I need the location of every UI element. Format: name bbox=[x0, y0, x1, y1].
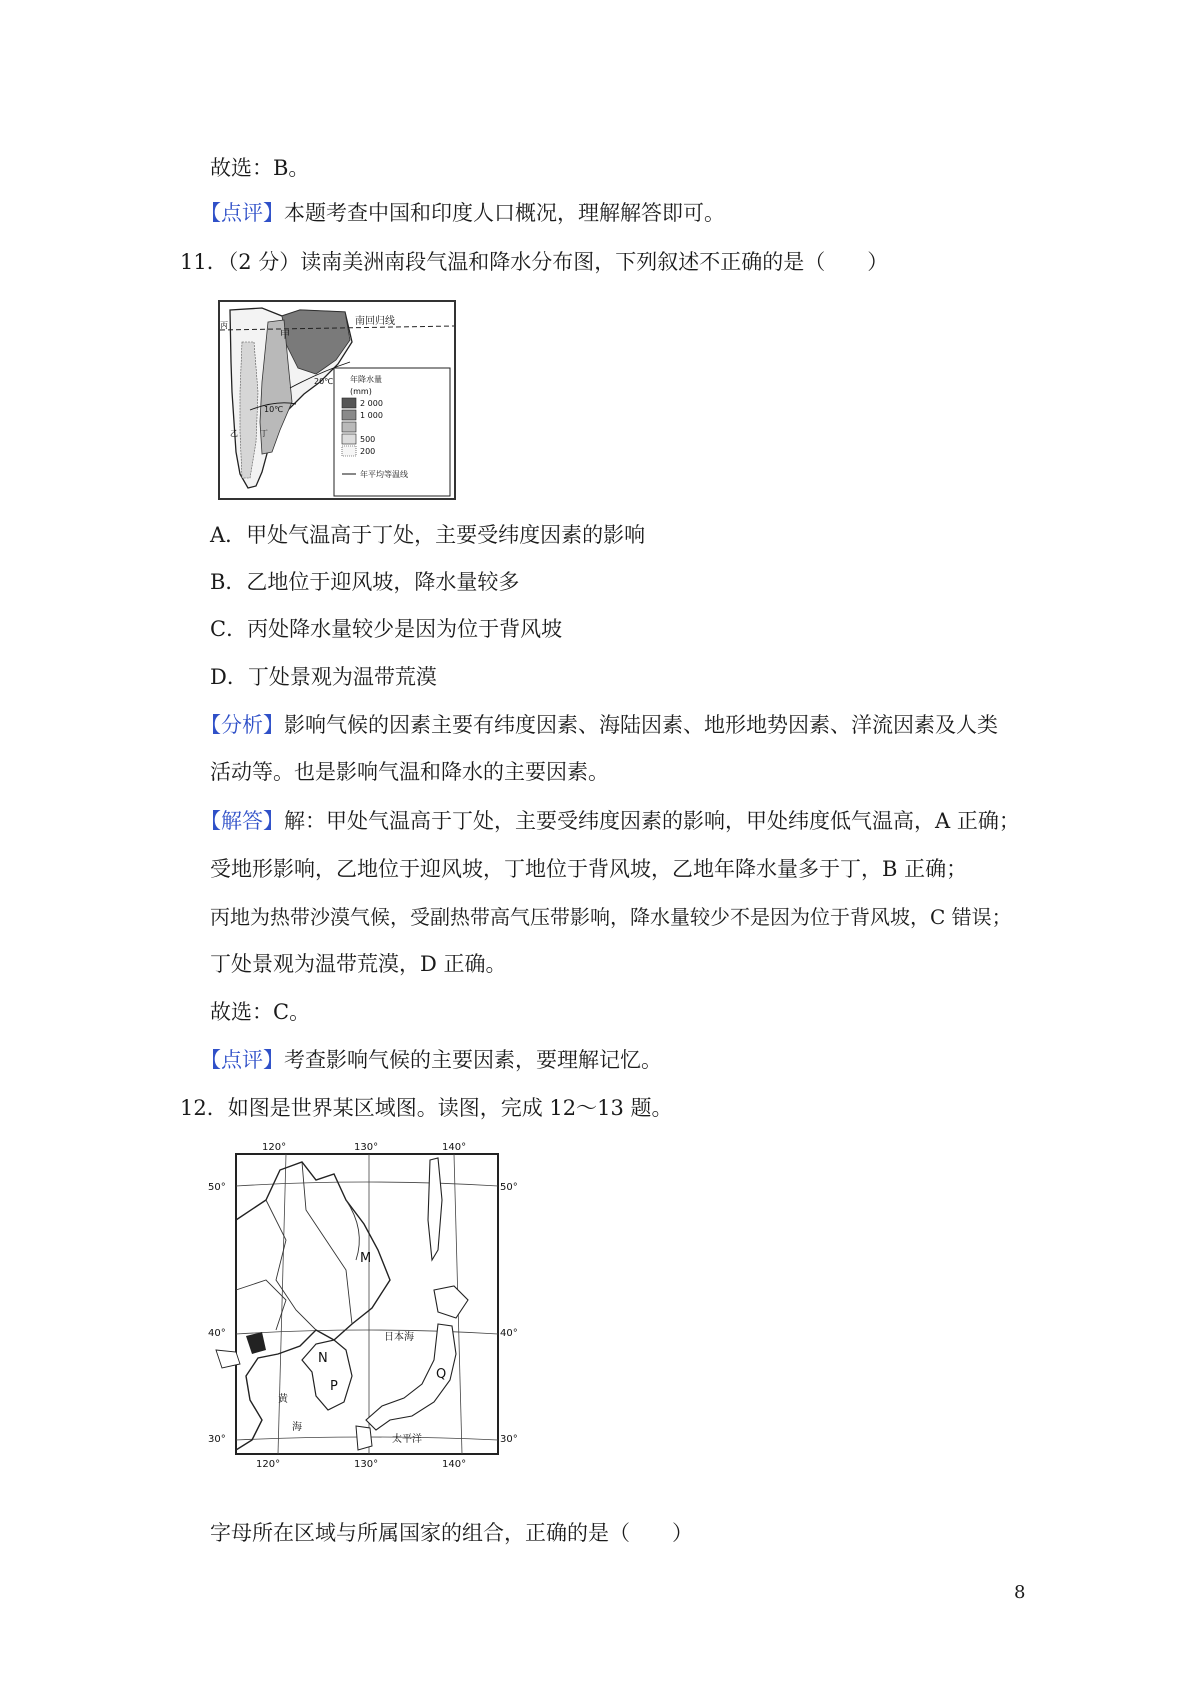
lat-left-40: 40° bbox=[208, 1328, 226, 1339]
legend-swatch-2 bbox=[342, 410, 356, 420]
solution-line-1 bbox=[200, 806, 1020, 836]
comment-line-10 bbox=[200, 198, 725, 228]
answer-line-11: 故选：C。 bbox=[210, 1000, 311, 1024]
label-jia: 甲 bbox=[280, 330, 290, 341]
solution-text-1: 解：甲处气温高于丁处，主要受纬度因素的影响，甲处纬度低气温高，A 正确； bbox=[284, 809, 1020, 833]
solution-line-2: 受地形影响，乙地位于迎风坡，丁地位于背风坡，乙地年降水量多于丁，B 正确； bbox=[210, 857, 968, 881]
comment-tag: 【点评】 bbox=[200, 201, 284, 225]
analysis-line-2: 活动等。也是影响气温和降水的主要因素。 bbox=[210, 760, 609, 784]
label-N: N bbox=[318, 1351, 328, 1366]
label-iso10: 10℃ bbox=[264, 405, 284, 414]
option-b: B．乙地位于迎风坡，降水量较多 bbox=[210, 570, 520, 594]
solution-tag: 【解答】 bbox=[200, 809, 284, 833]
lat-right-40: 40° bbox=[500, 1328, 518, 1339]
answer-line-10: 故选：B。 bbox=[210, 156, 310, 180]
comment-text-2: 考查影响气候的主要因素，要理解记忆。 bbox=[284, 1048, 662, 1072]
label-sea-yellow-2: 海 bbox=[292, 1422, 302, 1433]
comment-tag-2: 【点评】 bbox=[200, 1048, 284, 1072]
lat-left-50: 50° bbox=[208, 1182, 226, 1193]
label-P: P bbox=[330, 1379, 338, 1394]
option-d: D．丁处景观为温带荒漠 bbox=[210, 665, 437, 689]
analysis-tag: 【分析】 bbox=[200, 713, 284, 737]
solution-line-4: 丁处景观为温带荒漠，D 正确。 bbox=[210, 952, 507, 976]
legend-title: 年降水量 bbox=[350, 375, 382, 384]
legend-iso: 年平均等温线 bbox=[360, 470, 408, 479]
analysis-line-1 bbox=[200, 710, 998, 740]
solution-line-3: 丙地为热带沙漠气候，受副热带高气压带影响，降水量较少不是因为位于背风坡，C 错误； bbox=[210, 905, 1012, 929]
label-sea-pacific: 太平洋 bbox=[392, 1434, 422, 1445]
south-america-map-svg bbox=[220, 302, 454, 498]
label-Q: Q bbox=[436, 1367, 447, 1382]
question-11: 11．（2 分）读南美洲南段气温和降水分布图，下列叙述不正确的是（ ） bbox=[180, 250, 889, 274]
lon-bottom-130: 130° bbox=[354, 1459, 379, 1470]
label-M: M bbox=[360, 1251, 372, 1266]
lon-bottom-140: 140° bbox=[442, 1459, 467, 1470]
legend-swatch-4 bbox=[342, 434, 356, 444]
legend-swatch-5 bbox=[342, 446, 356, 456]
analysis-text-1: 影响气候的因素主要有纬度因素、海陆因素、地形地势因素、洋流因素及人类 bbox=[284, 713, 998, 737]
comment-line-11 bbox=[200, 1045, 662, 1075]
lon-top-130: 130° bbox=[354, 1142, 379, 1153]
label-sea-yellow-1: 黄 bbox=[278, 1394, 288, 1405]
lon-top-140: 140° bbox=[442, 1142, 467, 1153]
legend-item-3: 200 bbox=[360, 447, 376, 456]
comment-text: 本题考查中国和印度人口概况，理解解答即可。 bbox=[284, 201, 725, 225]
legend-swatch-3 bbox=[342, 422, 356, 432]
legend-item-2: 500 bbox=[360, 435, 376, 444]
legend-item-0: 2 000 bbox=[360, 399, 383, 408]
east-asia-map bbox=[206, 1140, 520, 1470]
question-12: 12．如图是世界某区域图。读图，完成 12～13 题。 bbox=[180, 1096, 673, 1120]
page-number: 8 bbox=[1014, 1582, 1026, 1603]
south-america-climate-map bbox=[218, 300, 456, 500]
legend-unit: (mm) bbox=[350, 387, 372, 396]
lat-right-30: 30° bbox=[500, 1434, 518, 1445]
lat-left-30: 30° bbox=[208, 1434, 226, 1445]
label-tropic: 南回归线 bbox=[355, 316, 395, 327]
label-yi: 乙 bbox=[230, 429, 238, 438]
legend-item-1: 1 000 bbox=[360, 411, 383, 420]
lon-bottom-120: 120° bbox=[256, 1459, 281, 1470]
lon-top-120: 120° bbox=[262, 1142, 287, 1153]
east-asia-map-svg bbox=[206, 1140, 520, 1470]
question-12-sub: 字母所在区域与所属国家的组合，正确的是（ ） bbox=[210, 1521, 693, 1545]
option-c: C．丙处降水量较少是因为位于背风坡 bbox=[210, 617, 563, 641]
label-ding: 丁 bbox=[260, 429, 268, 438]
kyushu bbox=[356, 1426, 372, 1450]
legend-swatch-1 bbox=[342, 398, 356, 408]
label-sea-japan: 日本海 bbox=[384, 1332, 414, 1343]
lat-right-50: 50° bbox=[500, 1182, 518, 1193]
label-iso20: 20℃ bbox=[314, 377, 334, 386]
option-a: A．甲处气温高于丁处，主要受纬度因素的影响 bbox=[210, 523, 646, 547]
label-bing: 丙 bbox=[220, 321, 228, 330]
